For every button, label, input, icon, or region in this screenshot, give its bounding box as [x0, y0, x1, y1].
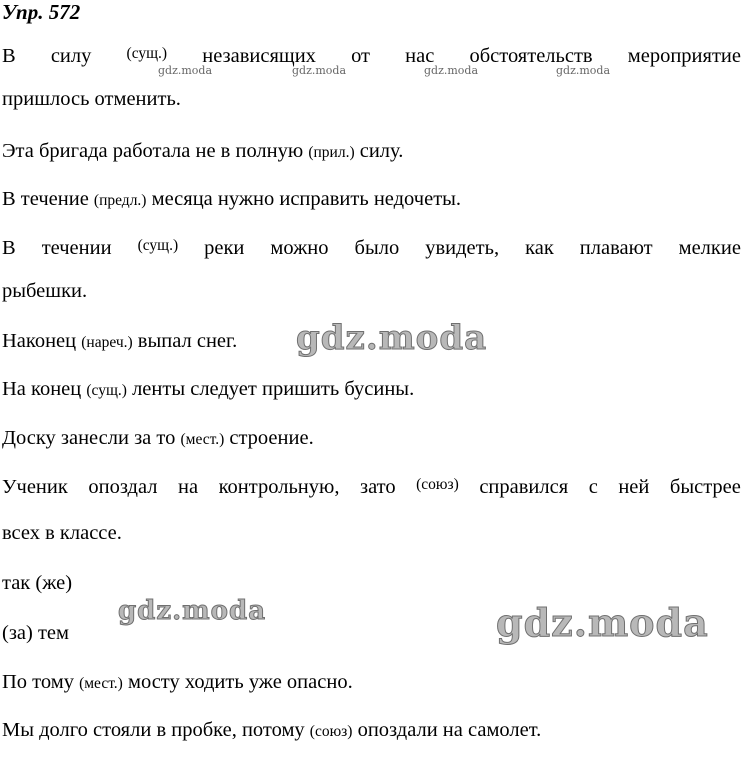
sentence-4-line-2: рыбешки. — [2, 280, 88, 302]
spelling-item-2: (за) тем — [2, 622, 70, 644]
sentence-8-line-1: Ученик опоздал на контрольную, зато (союз) справился с ней быстрее — [2, 476, 741, 498]
pos-tag: (мест.) — [180, 431, 225, 448]
pos-tag: (союз) — [416, 476, 459, 493]
watermark-large: gdz.moda — [496, 600, 709, 645]
sentence-9: По тому (мест.) мосту ходить уже опасно. — [2, 671, 353, 693]
sentence-2: Эта бригада работала не в полную (прил.) силу. — [2, 140, 404, 162]
pos-tag: (мест.) — [79, 675, 123, 692]
watermark-small: gdz.moda — [292, 64, 347, 77]
sentence-3: В течение (предл.) месяца нужно исправить недочеты. — [2, 188, 462, 210]
watermark-small: gdz.moda — [424, 64, 479, 77]
pos-tag: (сущ.) — [137, 237, 179, 254]
sentence-1-line-1: В силу (сущ.) независящих от нас обстоятельств мероприятие — [2, 45, 741, 67]
sentence-8-line-2: всех в классе. — [2, 522, 122, 544]
pos-tag: (прил.) — [308, 144, 355, 161]
pos-tag: (предл.) — [93, 192, 147, 209]
pos-tag: (сущ.) — [86, 382, 127, 399]
sentence-10: Мы долго стояли в пробке, потому (союз) опоздали на самолет. — [2, 719, 542, 741]
sentence-5: Наконец (нареч.) выпал снег. — [2, 330, 238, 352]
sentence-6: На конец (сущ.) ленты следует пришить бусины. — [2, 378, 415, 400]
exercise-title: Упр. 572 — [2, 0, 81, 24]
pos-tag: (союз) — [309, 723, 353, 740]
sentence-7: Доску занесли за то (мест.) строение. — [2, 427, 314, 449]
spelling-item-1: так (же) — [2, 572, 73, 594]
sentence-1-line-2: пришлось отменить. — [2, 88, 181, 110]
watermark-medium: gdz.moda — [118, 596, 267, 626]
sentence-4-line-1: В течении (сущ.) реки можно было увидеть, как плавают мелкие — [2, 237, 741, 259]
watermark-large: gdz.moda — [296, 318, 488, 358]
watermark-small: gdz.moda — [158, 64, 213, 77]
pos-tag: (нареч.) — [81, 334, 133, 351]
pos-tag: (сущ.) — [126, 45, 168, 62]
watermark-small: gdz.moda — [556, 64, 611, 77]
